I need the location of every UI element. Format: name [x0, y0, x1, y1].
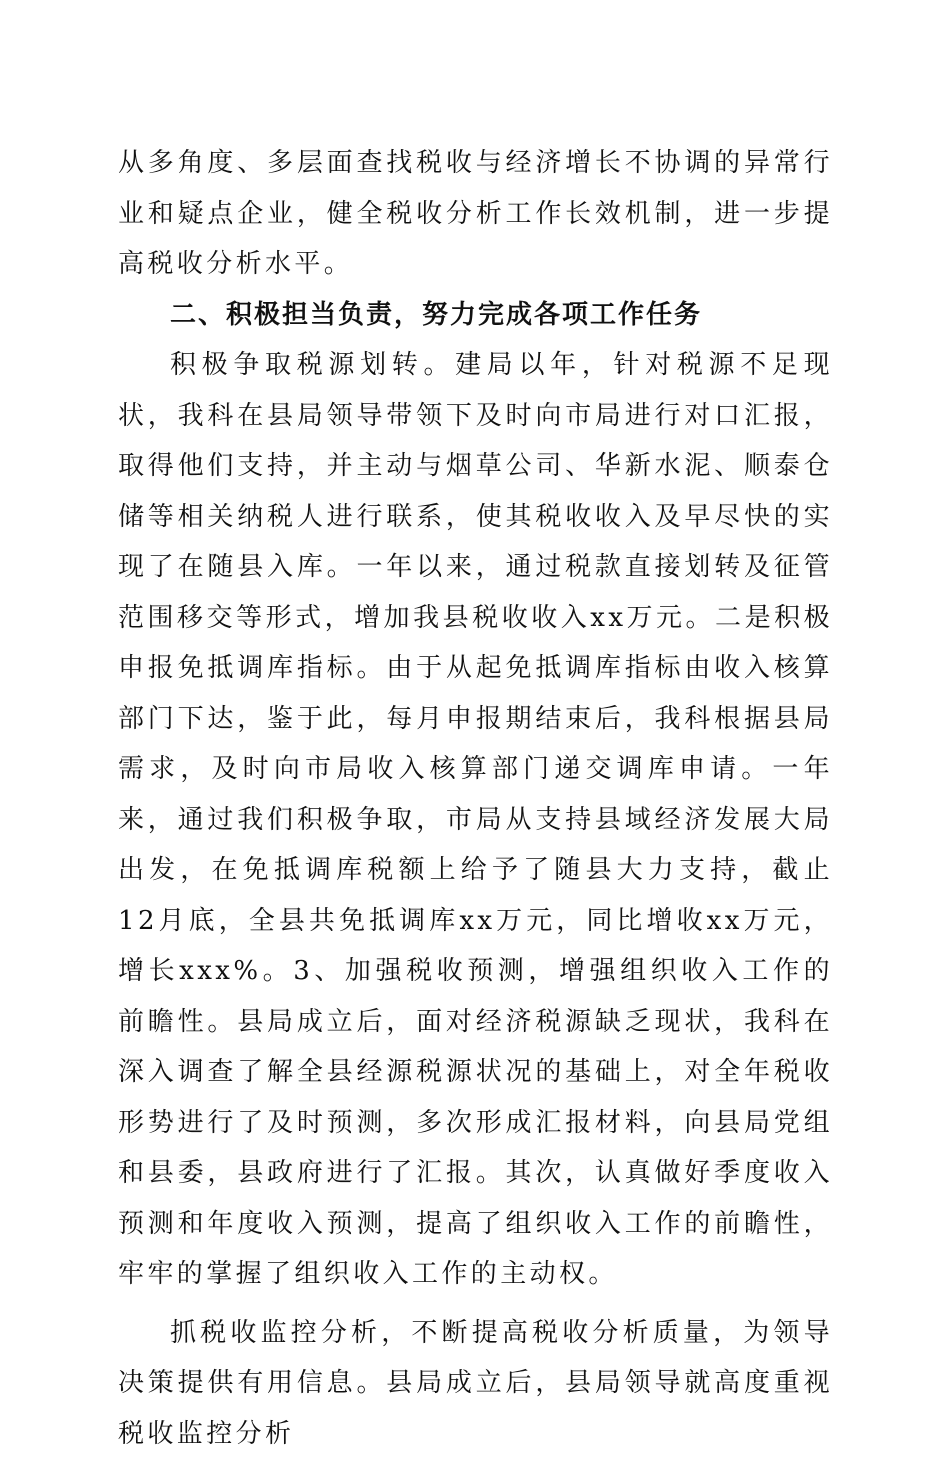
section-heading: 二、积极担当负责，努力完成各项工作任务 — [118, 290, 833, 341]
document-body — [118, 138, 833, 1459]
body-paragraph-tax-monitoring: 抓税收监控分析，不断提高税收分析质量，为领导决策提供有用信息。县局成立后，县局领导就高度重视税收监控分析 — [118, 1308, 833, 1459]
body-paragraph-tax-source: 积极争取税源划转。建局以年，针对税源不足现状，我科在县局领导带领下及时向市局进行对口汇报，取得他们支持，并主动与烟草公司、华新水泥、顺泰仓储等相关纳税人进行联系，使其税收收入及早尽快的实现了在随县入库。一年以来，通过税款直接划转及征管范围移交等形式，增加我县税收收入xx万元。二是积极申报免抵调库指标。由于从起免抵调库指标由收入核算部门下达，鉴于此，每月申报期结束后，我科根据县局需求，及时向市局收入核算部门递交调库申请。一年来，通过我们积极争取，市局从支持县域经济发展大局出发，在免抵调库税额上给予了随县大力支持，截止12月底，全县共免抵调库xx万元，同比增收xx万元，增长xxx%。3、加强税收预测，增强组织收入工作的前瞻性。县局成立后，面对经济税源缺乏现状，我科在深入调查了解全县经源税源状况的基础上，对全年税收形势进行了及时预测，多次形成汇报材料，向县局党组和县委，县政府进行了汇报。其次，认真做好季度收入预测和年度收入预测，提高了组织收入工作的前瞻性，牢牢的掌握了组织收入工作的主动权。 — [118, 340, 833, 1300]
continuation-paragraph: 从多角度、多层面查找税收与经济增长不协调的异常行业和疑点企业，健全税收分析工作长效机制，进一步提高税收分析水平。 — [118, 138, 833, 290]
